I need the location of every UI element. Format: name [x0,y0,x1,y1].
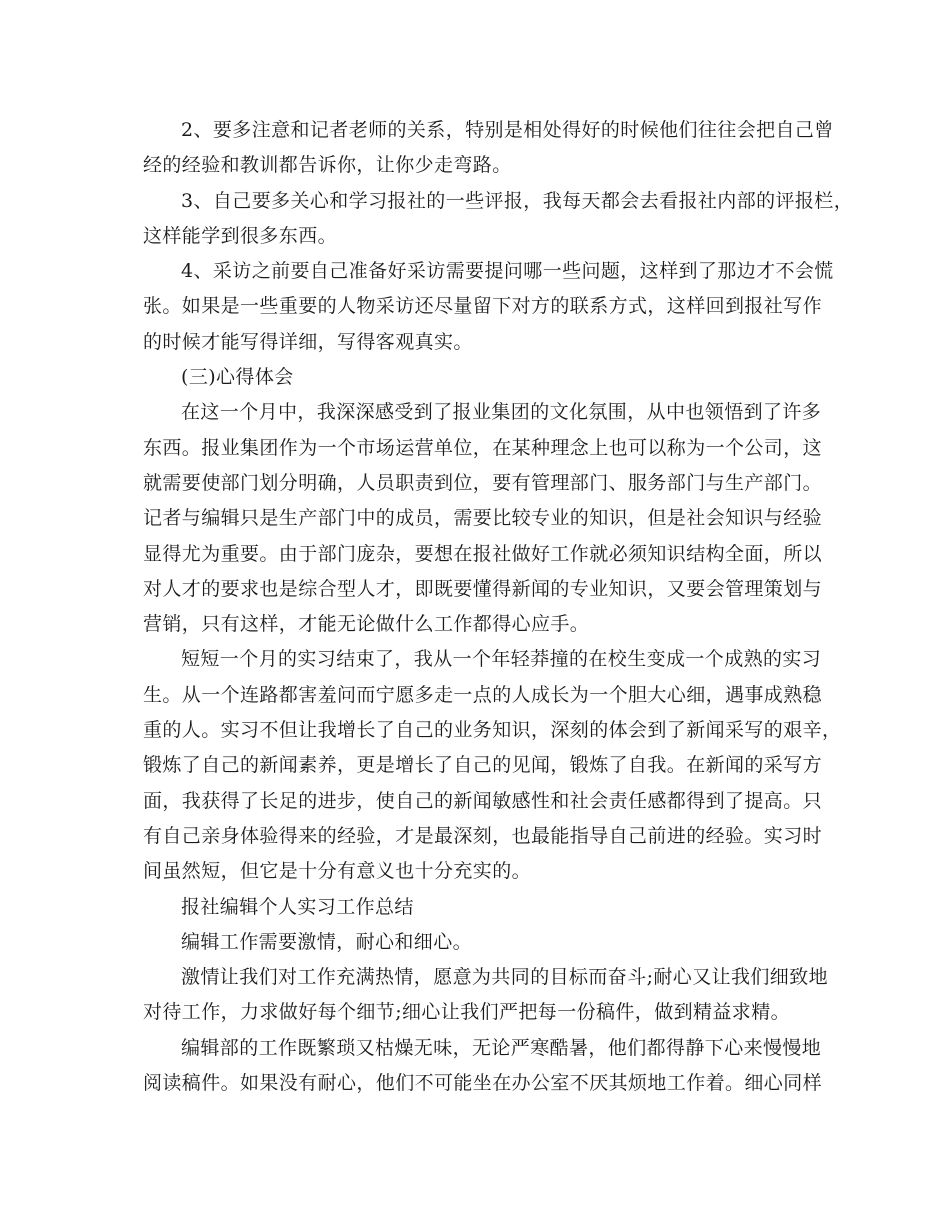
text-line: 编辑工作需要激情，耐心和细心。 [181,930,473,953]
text-line: 对待工作，力求做好每个细节;细心让我们严把每一份稿件，做到精益求精。 [143,1001,791,1024]
text-line: 营销，只有这样，才能无论做什么工作都得心应手。 [143,613,590,636]
text-line: 在这一个月中，我深深感受到了报业集团的文化氛围，从中也领悟到了许多 [181,401,822,424]
text-line: 3、自己要多关心和学习报社的一些评报，我每天都会去看报社内部的评报栏， [181,189,854,212]
text-line: 间虽然短，但它是十分有意义也十分充实的。 [143,860,532,883]
text-line: 面，我获得了长足的进步，使自己的新闻敏感性和社会责任感都得到了提高。只 [143,789,823,812]
text-line: 这样能学到很多东西。 [143,224,338,247]
text-line: 2、要多注意和记者老师的关系，特别是相处得好的时候他们往往会把自己曾 [181,119,834,141]
document-body [143,113,854,1101]
text-line: 记者与编辑只是生产部门中的成员，需要比较专业的知识，但是社会知识与经验 [143,507,823,530]
text-line: 东西。报业集团作为一个市场运营单位，在某种理念上也可以称为一个公司，这 [143,436,823,459]
text-line: 短短一个月的实习结束了，我从一个年轻莽撞的在校生变成一个成熟的实习 [181,648,822,671]
text-line: 有自己亲身体验得来的经验，才是最深刻，也最能指导自己前进的经验。实习时 [143,824,823,847]
text-line: 阅读稿件。如果没有耐心，他们不可能坐在办公室不厌其烦地工作着。细心同样 [143,1072,823,1095]
text-line: 编辑部的工作既繁琐又枯燥无味，无论严寒酷暑，他们都得静下心来慢慢地 [181,1036,822,1059]
text-line: 激情让我们对工作充满热情，愿意为共同的目标而奋斗;耐心又让我们细致地 [181,966,829,989]
text-line: 生。从一个连路都害羞问而宁愿多走一点的人成长为一个胆大心细，遇事成熟稳 [143,683,823,706]
text-line: 重的人。实习不但让我增长了自己的业务知识，深刻的体会到了新闻采写的艰辛， [143,719,842,742]
text-line: 就需要使部门划分明确，人员职责到位，要有管理部门、服务部门与生产部门。 [143,471,823,494]
text-line: 的时候才能写得详细，写得客观真实。 [143,330,473,353]
text-line: 对人才的要求也是综合型人才，即既要懂得新闻的专业知识，又要会管理策划与 [143,577,823,600]
text-line: (三)心得体会 [181,366,294,389]
text-line: 经的经验和教训都告诉你，让你少走弯路。 [143,154,512,177]
text-line: 张。如果是一些重要的人物采访还尽量留下对方的联系方式，这样回到报社写作 [143,295,823,318]
text-line: 锻炼了自己的新闻素养，更是增长了自己的见闻，锻炼了自我。在新闻的采写方 [143,754,823,777]
text-line: 4、采访之前要自己准备好采访需要提问哪一些问题，这样到了那边才不会慌 [181,260,834,283]
text-line: 报社编辑个人实习工作总结 [181,895,414,918]
text-line: 显得尤为重要。由于部门庞杂，要想在报社做好工作就必须知识结构全面，所以 [143,542,823,565]
